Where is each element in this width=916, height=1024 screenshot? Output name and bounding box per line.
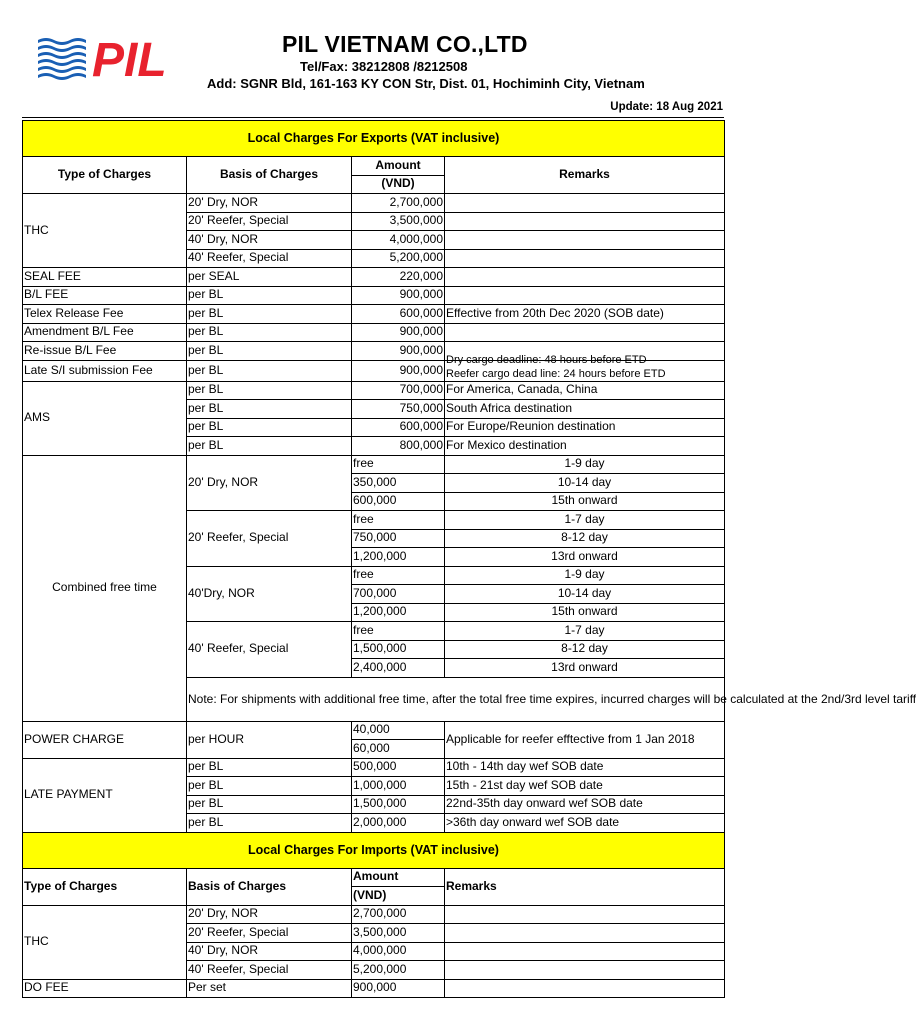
- pil-logo: [36, 34, 186, 87]
- basis-cell: per BL: [187, 381, 352, 400]
- basis-cell: 40'Dry, NOR: [187, 566, 352, 622]
- period-cell: 13rd onward: [445, 548, 725, 567]
- basis-cell: 20' Dry, NOR: [187, 905, 352, 924]
- amount-cell: 5,200,000: [352, 249, 445, 268]
- amount-cell: 2,700,000: [352, 194, 445, 213]
- amount-cell: 900,000: [352, 286, 445, 305]
- period-cell: 13rd onward: [445, 659, 725, 678]
- basis-cell: 20' Dry, NOR: [187, 455, 352, 511]
- basis-cell: Per set: [187, 979, 352, 998]
- remark-cell: [445, 268, 725, 287]
- charge-type-late-payment: LATE PAYMENT: [23, 758, 187, 832]
- amount-cell: 1,200,000: [352, 603, 445, 622]
- basis-cell: per BL: [187, 777, 352, 796]
- remark-cell: [445, 212, 725, 231]
- amount-cell: 3,500,000: [352, 212, 445, 231]
- remark-cell: [445, 942, 725, 961]
- basis-cell: 40' Reefer, Special: [187, 961, 352, 980]
- basis-cell: per BL: [187, 758, 352, 777]
- amount-cell: 750,000: [352, 529, 445, 548]
- basis-cell: per BL: [187, 323, 352, 342]
- remark-cell: [445, 249, 725, 268]
- table-row: [23, 455, 725, 474]
- remark-cell: Applicable for reefer efftective from 1 Jan 2018: [445, 721, 725, 758]
- basis-cell: per BL: [187, 286, 352, 305]
- period-cell: 1-7 day: [445, 622, 725, 641]
- charge-type-thc: THC: [23, 194, 187, 268]
- charge-type-free-time: Combined free time: [23, 455, 187, 721]
- period-cell: 1-7 day: [445, 511, 725, 530]
- table-row: [23, 758, 725, 777]
- basis-cell: per SEAL: [187, 268, 352, 287]
- table-row: [23, 286, 725, 305]
- amount-cell: 5,200,000: [352, 961, 445, 980]
- col-header-currency: (VND): [352, 887, 445, 906]
- amount-cell: 600,000: [352, 418, 445, 437]
- charge-type-cell: SEAL FEE: [23, 268, 187, 287]
- amount-cell: 220,000: [352, 268, 445, 287]
- basis-cell: 40' Dry, NOR: [187, 231, 352, 250]
- table-row: [23, 381, 725, 400]
- col-header-basis: Basis of Charges: [187, 868, 352, 905]
- remark-cell: [445, 905, 725, 924]
- charge-type-cell: Telex Release Fee: [23, 305, 187, 324]
- col-header-amount: Amount: [352, 157, 445, 176]
- remark-cell: For Mexico destination: [445, 437, 725, 456]
- basis-cell: per BL: [187, 437, 352, 456]
- update-date: Update: 18 Aug 2021: [610, 101, 723, 113]
- amount-cell: 600,000: [352, 305, 445, 324]
- late-si-remark-line2: Reefer cargo dead line: 24 hours before ETD: [446, 367, 666, 380]
- amount-cell: 1,500,000: [352, 640, 445, 659]
- basis-cell: 20' Dry, NOR: [187, 194, 352, 213]
- basis-cell: per BL: [187, 360, 352, 381]
- remark-cell: [445, 231, 725, 250]
- header-divider: [22, 117, 724, 118]
- amount-cell: 800,000: [352, 437, 445, 456]
- charge-type-cell: Re-issue B/L Fee: [23, 342, 187, 361]
- amount-cell: free: [352, 566, 445, 585]
- table-row: [23, 323, 725, 342]
- remark-cell: South Africa destination: [445, 400, 725, 419]
- amount-cell: 900,000: [352, 979, 445, 998]
- col-header-amount: Amount: [352, 868, 445, 887]
- remark-cell: 10th - 14th day wef SOB date: [445, 758, 725, 777]
- col-header-basis: Basis of Charges: [187, 157, 352, 194]
- company-telfax: Tel/Fax: 38212808 /8212508: [300, 59, 468, 74]
- charge-type-cell: DO FEE: [23, 979, 187, 998]
- amount-cell: 4,000,000: [352, 231, 445, 250]
- remark-cell: [445, 961, 725, 980]
- basis-cell: 20' Reefer, Special: [187, 924, 352, 943]
- remark-cell: For Europe/Reunion destination: [445, 418, 725, 437]
- charge-type-cell: Amendment B/L Fee: [23, 323, 187, 342]
- period-cell: 10-14 day: [445, 585, 725, 604]
- document-header: [0, 0, 768, 113]
- basis-cell: 40' Dry, NOR: [187, 942, 352, 961]
- col-header-remarks: Remarks: [445, 157, 725, 194]
- amount-cell: 750,000: [352, 400, 445, 419]
- col-header-type: Type of Charges: [23, 157, 187, 194]
- amount-cell: 1,000,000: [352, 777, 445, 796]
- pil-logo-text: PIL: [92, 34, 167, 87]
- period-cell: 15th onward: [445, 603, 725, 622]
- amount-cell: 3,500,000: [352, 924, 445, 943]
- amount-cell: free: [352, 622, 445, 641]
- period-cell: 15th onward: [445, 492, 725, 511]
- late-si-remark-line1: Dry cargo deadline: 48 hours before ETD: [446, 353, 647, 366]
- period-cell: 1-9 day: [445, 566, 725, 585]
- remark-cell: [445, 194, 725, 213]
- amount-cell: 700,000: [352, 381, 445, 400]
- amount-cell: 600,000: [352, 492, 445, 511]
- period-cell: 10-14 day: [445, 474, 725, 493]
- remark-cell: For America, Canada, China: [445, 381, 725, 400]
- basis-cell: per BL: [187, 795, 352, 814]
- free-time-note: Note: For shipments with additional free time, after the total free time expires, incurred charges will be calculated at the 2nd/3rd level tariff: [187, 677, 725, 721]
- amount-cell: 900,000: [352, 360, 445, 381]
- amount-cell: 700,000: [352, 585, 445, 604]
- amount-cell: free: [352, 511, 445, 530]
- amount-cell: 2,000,000: [352, 814, 445, 833]
- basis-cell: per BL: [187, 305, 352, 324]
- period-cell: 1-9 day: [445, 455, 725, 474]
- exports-section-title: Local Charges For Exports (VAT inclusive): [23, 121, 725, 157]
- col-header-currency: (VND): [352, 175, 445, 194]
- remark-cell: 22nd-35th day onward wef SOB date: [445, 795, 725, 814]
- basis-cell: per BL: [187, 400, 352, 419]
- basis-cell: per BL: [187, 418, 352, 437]
- basis-cell: per BL: [187, 814, 352, 833]
- amount-cell: 500,000: [352, 758, 445, 777]
- remark-cell: [445, 323, 725, 342]
- remark-cell: >36th day onward wef SOB date: [445, 814, 725, 833]
- remark-cell: Effective from 20th Dec 2020 (SOB date): [445, 305, 725, 324]
- basis-cell: per HOUR: [187, 721, 352, 758]
- amount-cell: 40,000: [352, 721, 445, 740]
- basis-cell: 20' Reefer, Special: [187, 212, 352, 231]
- company-address: Add: SGNR Bld, 161-163 KY CON Str, Dist. 01, Hochiminh City, Vietnam: [207, 76, 645, 91]
- table-row: [23, 268, 725, 287]
- basis-cell: 40' Reefer, Special: [187, 249, 352, 268]
- table-row: [23, 305, 725, 324]
- table-row: [23, 905, 725, 924]
- remark-cell: [445, 353, 725, 381]
- charge-type-cell: B/L FEE: [23, 286, 187, 305]
- amount-cell: 1,500,000: [352, 795, 445, 814]
- amount-cell: 1,200,000: [352, 548, 445, 567]
- period-cell: 8-12 day: [445, 529, 725, 548]
- amount-cell: 4,000,000: [352, 942, 445, 961]
- basis-cell: per BL: [187, 342, 352, 361]
- local-charges-table: [22, 120, 916, 998]
- table-row: [23, 194, 725, 213]
- basis-cell: 40' Reefer, Special: [187, 622, 352, 678]
- imports-section-title: Local Charges For Imports (VAT inclusive): [23, 832, 725, 868]
- amount-cell: 900,000: [352, 342, 445, 361]
- amount-cell: 350,000: [352, 474, 445, 493]
- amount-cell: 2,400,000: [352, 659, 445, 678]
- charge-type-power: POWER CHARGE: [23, 721, 187, 758]
- col-header-type: Type of Charges: [23, 868, 187, 905]
- amount-cell: free: [352, 455, 445, 474]
- col-header-remarks: Remarks: [445, 868, 725, 905]
- amount-cell: 60,000: [352, 740, 445, 759]
- charge-type-thc: THC: [23, 905, 187, 979]
- charge-type-cell: Late S/I submission Fee: [23, 360, 187, 381]
- company-name: PIL VIETNAM CO.,LTD: [282, 31, 528, 57]
- remark-cell: 15th - 21st day wef SOB date: [445, 777, 725, 796]
- table-row: [23, 979, 725, 998]
- remark-cell: [445, 924, 725, 943]
- remark-cell: [445, 286, 725, 305]
- basis-cell: 20' Reefer, Special: [187, 511, 352, 567]
- charge-type-ams: AMS: [23, 381, 187, 455]
- table-row: [23, 360, 725, 381]
- table-row: [23, 721, 725, 740]
- remark-cell: [445, 979, 725, 998]
- amount-cell: 2,700,000: [352, 905, 445, 924]
- amount-cell: 900,000: [352, 323, 445, 342]
- period-cell: 8-12 day: [445, 640, 725, 659]
